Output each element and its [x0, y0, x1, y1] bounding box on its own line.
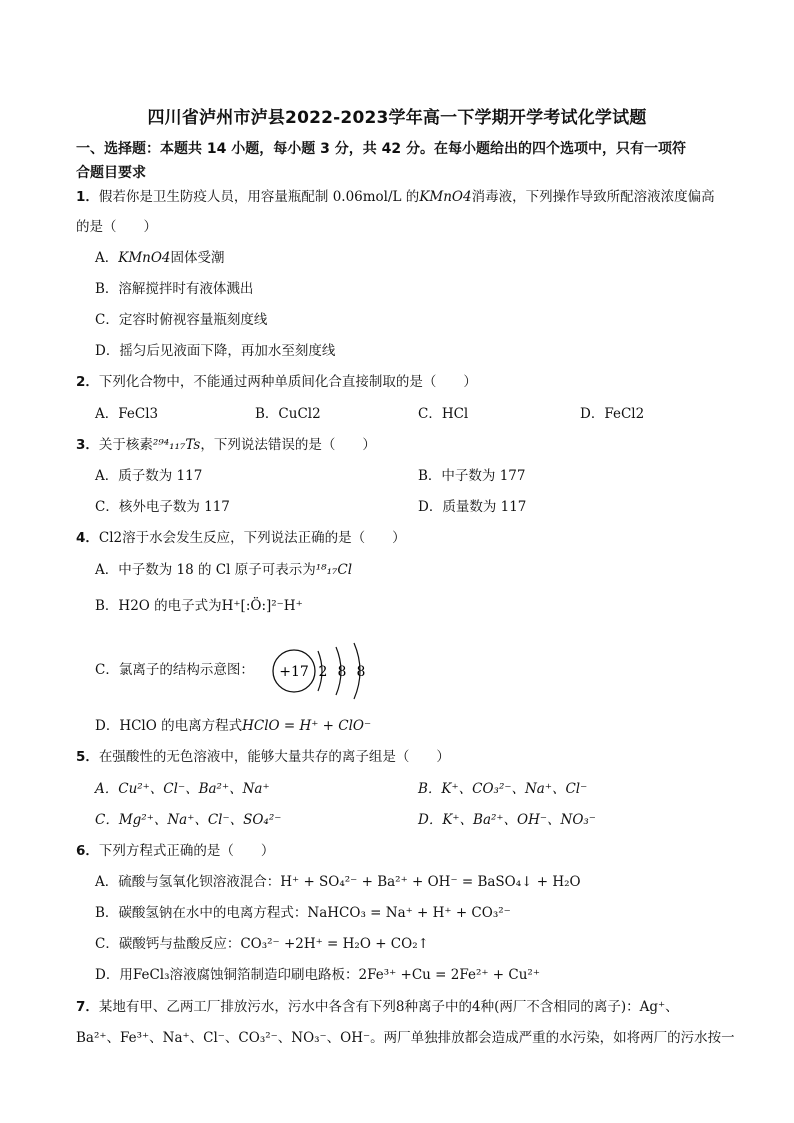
question-3-stem: 3．关于核素²⁹⁴₁₁₇Ts，下列说法错误的是（ ） — [76, 437, 376, 453]
question-4-option-a: A．中子数为 18 的 Cl 原子可表示为¹⁸₁₇Cl — [95, 562, 353, 578]
question-3-option-c: C．核外电子数为 117 — [95, 499, 230, 515]
page-title: 四川省泸州市泸县2022-2023学年高一下学期开学考试化学试题 — [147, 108, 647, 128]
question-5-stem: 5．在强酸性的无色溶液中，能够大量共存的离子组是（ ） — [76, 749, 450, 765]
question-6-option-a: A．硫酸与氢氧化钡溶液混合：H⁺ + SO₄²⁻ + Ba²⁺ + OH⁻ = BaSO₄↓ + H₂O — [95, 874, 581, 890]
chloride-ion-structure-diagram — [270, 641, 380, 701]
question-6-option-c: C．碳酸钙与盐酸反应：CO₃²⁻ +2H⁺ = H₂O + CO₂↑ — [95, 936, 429, 952]
question-2-stem: 2．下列化合物中，不能通过两种单质间化合直接制取的是（ ） — [76, 374, 477, 390]
question-1-option-b: B．溶解搅拌时有液体溅出 — [95, 281, 254, 297]
question-2-option-c: C．HCl — [418, 406, 469, 422]
nucleus-charge: +17 — [279, 664, 309, 680]
question-5-option-a: A．Cu²⁺、Cl⁻、Ba²⁺、Na⁺ — [95, 781, 270, 797]
shell-1-electrons: 2 — [318, 664, 328, 680]
question-4-option-d: D．HClO 的电离方程式HClO = H⁺ + ClO⁻ — [95, 718, 372, 734]
question-6-stem: 6．下列方程式正确的是（ ） — [76, 843, 275, 859]
question-3-option-d: D．质量数为 117 — [418, 499, 527, 515]
question-3-option-b: B．中子数为 177 — [418, 468, 526, 484]
shell-2-electrons: 8 — [337, 664, 347, 680]
question-1-option-d: D．摇匀后见液面下降，再加水至刻度线 — [95, 343, 336, 359]
question-7-stem: 7．某地有甲、乙两工厂排放污水，污水中各含有下列8种离子中的4种(两厂不含相同的离子)：Ag⁺、 — [76, 999, 679, 1015]
question-4-option-c: C．氯离子的结构示意图： — [95, 662, 254, 678]
shell-3-electrons: 8 — [356, 664, 366, 680]
question-5-option-c: C．Mg²⁺、Na⁺、Cl⁻、SO₄²⁻ — [95, 812, 282, 828]
question-5-option-d: D．K⁺、Ba²⁺、OH⁻、NO₃⁻ — [418, 812, 596, 828]
question-2-option-a: A．FeCl3 — [95, 406, 159, 422]
question-2-option-d: D．FeCl2 — [580, 406, 645, 422]
question-6-option-d: D．用FeCl₃溶液腐蚀铜箔制造印刷电路板：2Fe³⁺ +Cu = 2Fe²⁺ + Cu²⁺ — [95, 967, 540, 983]
question-2-option-b: B．CuCl2 — [255, 406, 321, 422]
question-7-stem-cont: Ba²⁺、Fe³⁺、Na⁺、Cl⁻、CO₃²⁻、NO₃⁻、OH⁻。两厂单独排放都会造成严重的水污染，如将两厂的污水按一 — [76, 1030, 735, 1046]
question-1-stem: 1．假若你是卫生防疫人员，用容量瓶配制 0.06mol/L 的KMnO4消毒液，下列操作导致所配溶液浓度偏高 — [76, 189, 715, 205]
question-5-option-b: B．K⁺、CO₃²⁻、Na⁺、Cl⁻ — [418, 781, 588, 797]
question-1-option-c: C．定容时俯视容量瓶刻度线 — [95, 312, 268, 328]
section-heading: 一、选择题：本题共 14 小题，每小题 3 分，共 42 分。在每小题给出的四个选项中，只有一项符 合题目要求 — [76, 141, 686, 181]
question-4-stem: 4．Cl2溶于水会发生反应，下列说法正确的是（ ） — [76, 530, 406, 546]
question-4-option-b: B．H2O 的电子式为H⁺[:Ö:]²⁻H⁺ — [95, 598, 303, 614]
question-6-option-b: B．碳酸氢钠在水中的电离方程式：NaHCO₃ = Na⁺ + H⁺ + CO₃²⁻ — [95, 905, 511, 921]
question-3-option-a: A．质子数为 117 — [95, 468, 203, 484]
question-1-stem-cont: 的是（ ） — [76, 219, 157, 235]
question-1-option-a: A．KMnO4固体受潮 — [95, 250, 225, 266]
